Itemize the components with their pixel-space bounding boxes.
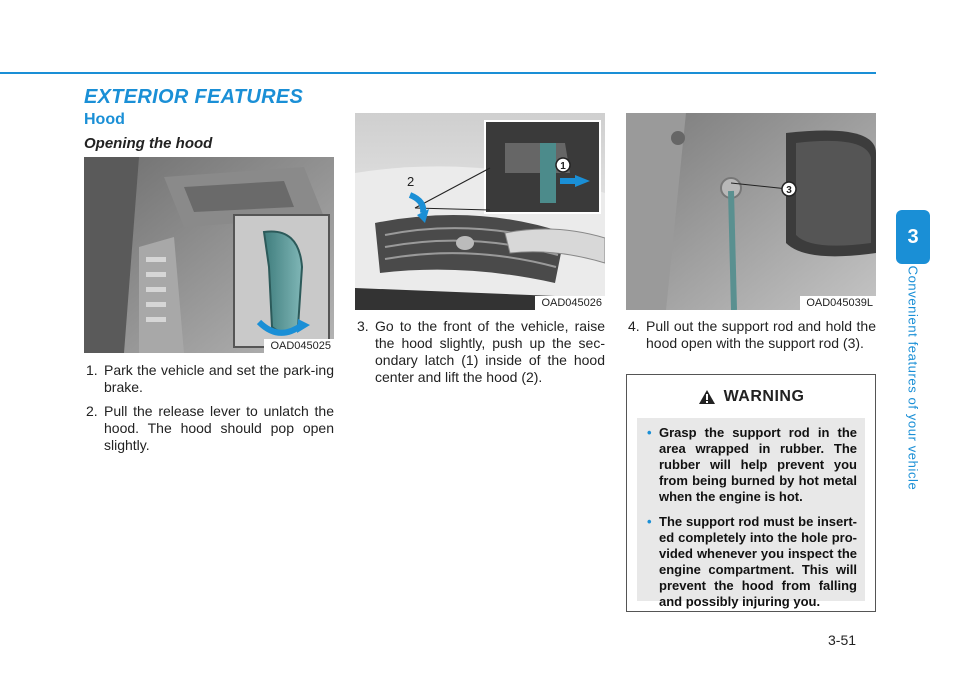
figure-hood-secondary-latch [355, 113, 605, 310]
step-number: 3. [357, 318, 369, 334]
chapter-number: 3 [907, 225, 919, 248]
step-text: Pull out the support rod and hold the hood open with the support rod (3). [646, 318, 876, 351]
step-item [628, 318, 876, 352]
step-item [86, 403, 334, 454]
steps-column-1 [86, 362, 334, 461]
warning-label: WARNING [723, 387, 805, 405]
figure-hood-support-rod [626, 113, 876, 310]
steps-column-2 [357, 318, 605, 393]
figure-hood-release-lever [84, 157, 334, 353]
topic-title: Opening the hood [84, 135, 213, 152]
warning-box [626, 374, 876, 612]
warning-content [637, 418, 865, 609]
hood-release-lever-photo [84, 157, 334, 353]
warning-text: Grasp the support rod in the area wrapped in rubber. The rubber will help prevent you from being burned by hot metal when the engine is hot. [659, 425, 857, 504]
warning-item [647, 514, 857, 610]
step-number: 1. [86, 362, 98, 378]
bullet: • [647, 425, 652, 440]
subsection-title: Hood [84, 111, 125, 128]
warning-item [647, 425, 857, 505]
warning-text: The support rod must be insert-ed completely into the hole pro-vided whenever you inspect the engine compartment. This will prevent the hood from falling and possibly injuring you. [659, 514, 857, 609]
step-text: Park the vehicle and set the park-ing brake. [104, 362, 334, 395]
callout-3: 3 [786, 185, 792, 196]
hood-support-rod-photo [626, 113, 876, 310]
warning-triangle-icon [698, 389, 716, 405]
section-title: EXTERIOR FEATURES [84, 86, 304, 108]
hood-secondary-latch-photo [355, 113, 605, 310]
step-text: Go to the front of the vehicle, raise the hood slightly, push up the sec-ondary latch (1) inside of the hood center and lift the hood (2). [375, 318, 605, 385]
callout-2: 2 [407, 174, 415, 189]
header-rule [0, 72, 876, 74]
warning-header [627, 375, 875, 418]
figure-code: OAD045026 [535, 296, 605, 310]
chapter-name: Convenient features of your vehicle [905, 265, 921, 491]
figure-code: OAD045039L [800, 296, 876, 310]
bullet: • [647, 514, 652, 529]
step-item [357, 318, 605, 386]
step-item [86, 362, 334, 396]
callout-1: 1 [560, 161, 566, 172]
steps-column-3 [628, 318, 876, 359]
step-number: 2. [86, 403, 98, 419]
figure-code: OAD045025 [264, 339, 334, 353]
page-number: 3-51 [828, 632, 857, 648]
step-number: 4. [628, 318, 640, 334]
step-text: Pull the release lever to unlatch the hood. The hood should pop open slightly. [104, 403, 334, 453]
